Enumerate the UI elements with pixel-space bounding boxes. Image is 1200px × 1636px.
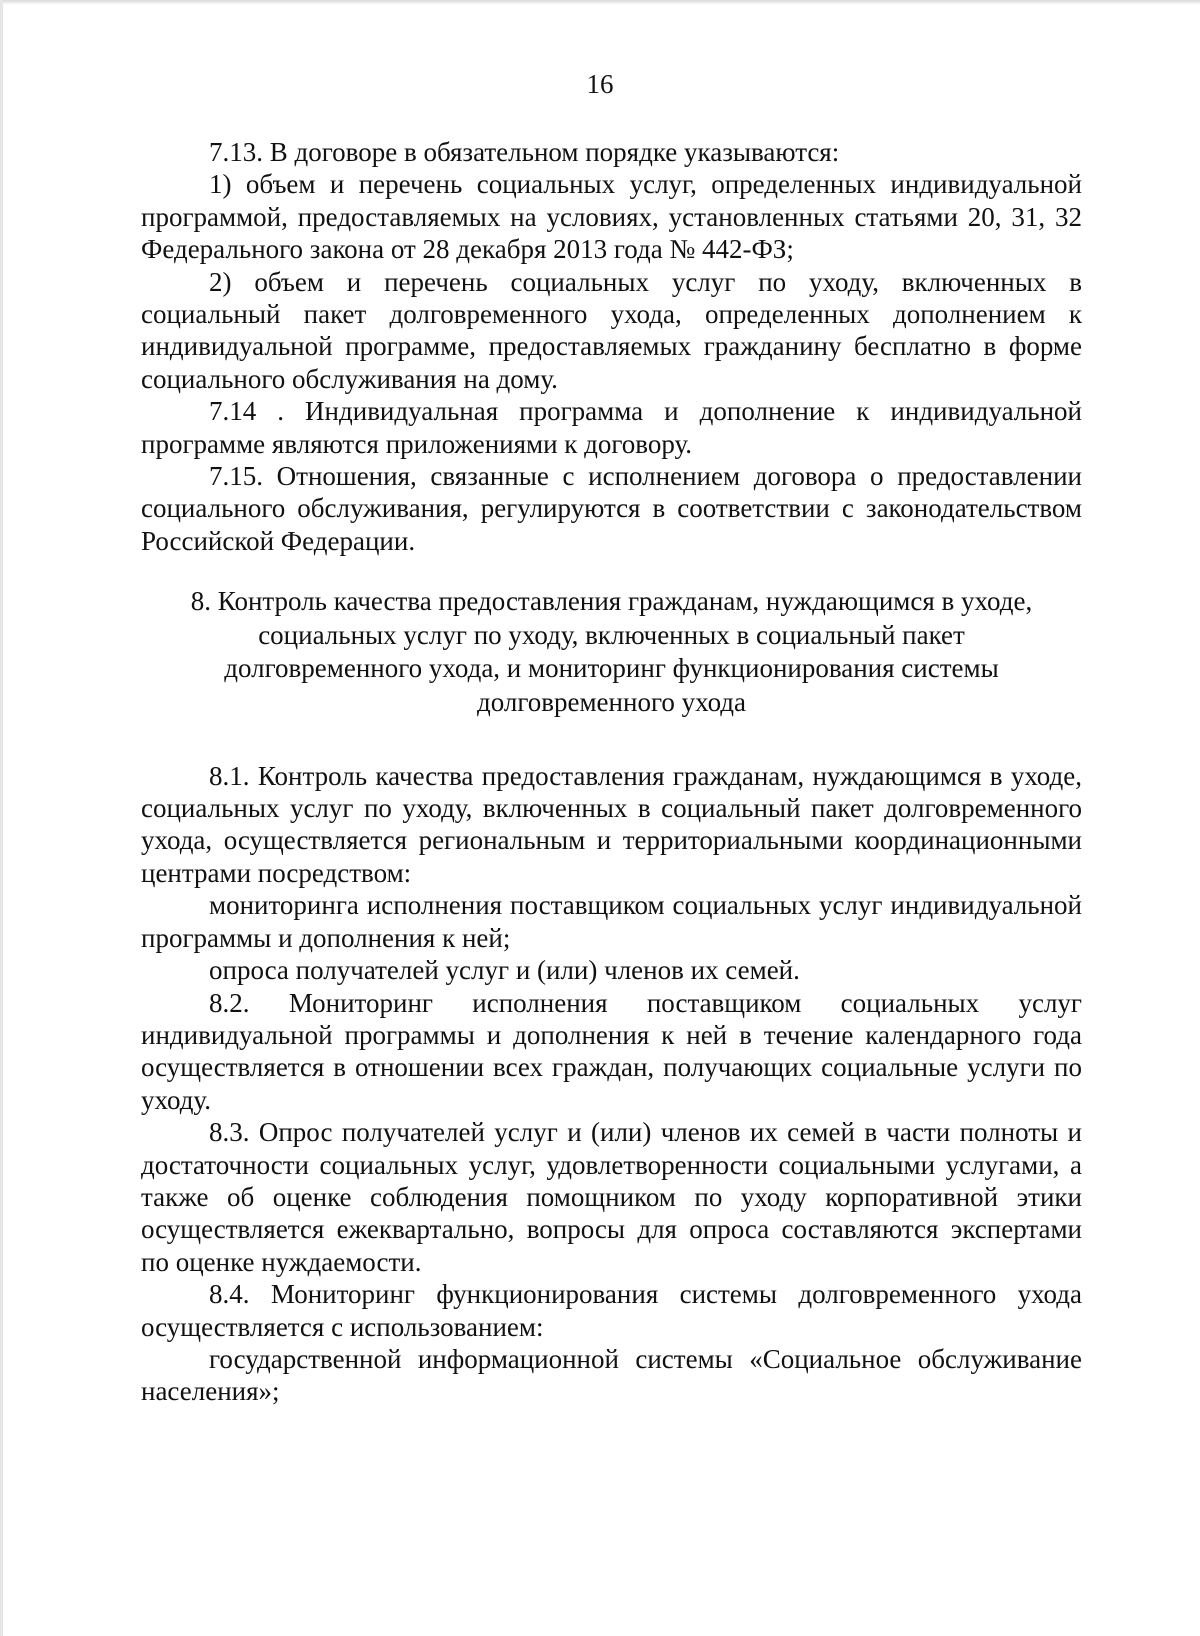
paragraph-8-1: 8.1. Контроль качества предоставления гражданам, нуждающимся в уходе, социальных услуг по уходу, включенных в социальный пакет долговременного ухода, осуществляется региональным и территориальными координационными центрами посредством:	[141, 760, 1082, 888]
section-heading-line: 8. Контроль качества предоставления гражданам, нуждающимся в уходе,	[190, 586, 1033, 617]
document-body	[141, 136, 1082, 1408]
paragraph-7-13: 7.13. В договоре в обязательном порядке указываются:	[209, 137, 840, 167]
list-item-7-13-2: 2) объем и перечень социальных услуг по уходу, включенных в социальный пакет долговременного ухода, определенных дополнением к индивидуальной программе, предоставляемых гражданину бесплатно в форме социального обслуживания на дому.	[141, 266, 1082, 394]
section-heading-line: социальных услуг по уходу, включенных в социальный пакет	[258, 619, 965, 650]
list-item-8-4-gis: государственной информационной системы «Социальное обслуживание населения»;	[141, 1343, 1082, 1407]
paragraph-7-15: 7.15. Отношения, связанные с исполнением договора о предоставлении социального обслуживания, регулируются в соответствии с законодательством Российской Федерации.	[141, 461, 1082, 556]
section-heading-line: долговременного ухода, и мониторинг функционирования системы	[224, 653, 999, 684]
list-item-8-1-monitoring: мониторинга исполнения поставщиком социальных услуг индивидуальной программы и дополнения к ней;	[141, 890, 1082, 953]
scan-edge-top	[0, 0, 1200, 5]
page-number: 16	[586, 69, 614, 99]
section-heading-line: долговременного ухода	[476, 687, 747, 718]
paragraph-8-4: 8.4. Мониторинг функционирования системы долговременного ухода осуществляется с использованием:	[141, 1279, 1082, 1342]
paragraph-7-14: 7.14 . Индивидуальная программа и дополнение к индивидуальной программе являются приложениями к договору.	[141, 396, 1082, 459]
list-item-7-13-1: 1) объем и перечень социальных услуг, определенных индивидуальной программой, предоставляемых на условиях, установленных статьями 20, 31, 32 Федерального закона от 28 декабря 2013 года № 442-ФЗ;	[141, 169, 1082, 265]
scan-edge-left	[0, 0, 3, 1636]
list-item-8-1-survey: опроса получателей услуг и (или) членов их семей.	[209, 955, 800, 986]
section-8-heading	[141, 585, 1082, 719]
paragraph-8-3: 8.3. Опрос получателей услуг и (или) членов их семей в части полноты и достаточности социальных услуг, удовлетворенности социальными услугами, а также об оценке соблюдения помощником по уходу корпоративной этики осуществляется ежеквартально, вопросы для опроса составляются экспертами по оценке нуждаемости.	[141, 1117, 1082, 1277]
paragraph-8-2: 8.2. Мониторинг исполнения поставщиком социальных услуг индивидуальной программы и дополнения к ней в течение календарного года осуществляется в отношении всех граждан, получающих социальные услуги по уходу.	[141, 987, 1082, 1115]
